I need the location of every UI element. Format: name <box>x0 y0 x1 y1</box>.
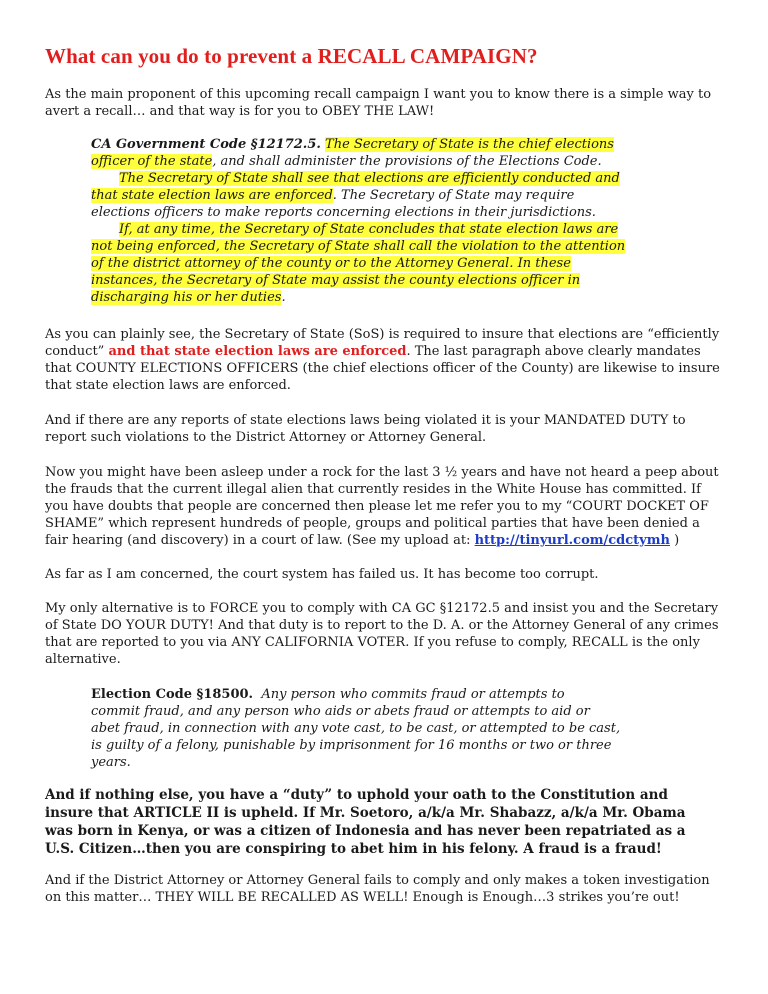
highlight: instances, the Secretary of State may assist the county elections officer in <box>91 273 581 288</box>
final-paragraph: And if the District Attorney or Attorney General fails to comply and only makes a token investigation on this matter… THEY WILL BE RECALLED AS WELL! Enough is Enough…3 strikes you’re out! <box>45 873 710 905</box>
gov-code-label: CA Government Code §12172.5. <box>91 137 321 152</box>
election-code-quote: Election Code §18500. Any person who commits fraud or attempts to commit fraud, and any person who aids or abets fraud or attempts to aid or abet fraud, in connection with any vote cast, to be cast, or attempted to be cast, is guilty of a felony, punishable by imprisonment for 16 months or two or three years. <box>91 687 621 770</box>
highlight: not being enforced, the Secretary of State shall call the violation to the attention <box>91 239 626 254</box>
quote-text: . The Secretary of State may require <box>332 188 575 203</box>
intro-line: avert a recall… and that way is for you to OBEY THE LAW! <box>45 104 435 119</box>
quote-text: , and shall administer the provisions of the Elections Code. <box>212 154 602 169</box>
highlight: that state election laws are enforced <box>91 188 333 203</box>
quote-text: . <box>281 290 286 305</box>
intro-line: As the main proponent of this upcoming recall campaign I want you to know there is a simple way to <box>45 87 712 102</box>
duty-paragraph: And if there are any reports of state elections laws being violated it is your MANDATED DUTY to report such violations to the District Attorney or Attorney General. <box>45 413 686 445</box>
oath-paragraph: And if nothing else, you have a “duty” to uphold your oath to the Constitution and insure that ARTICLE II is upheld. If Mr. Soetoro, a/k/a Mr. Shabazz, a/k/a Mr. Obama was born in Kenya, or was a citizen of Indonesia and has never been repatriated as a U.S. Citizen…then you are conspiring to abet him in his felony. A fraud is a fraud! <box>45 787 686 857</box>
highlight: The Secretary of State is the chief elections <box>325 137 614 152</box>
tinyurl-link[interactable]: http://tinyurl.com/cdctymh <box>474 533 670 548</box>
highlight: If, at any time, the Secretary of State concludes that state election laws are <box>119 222 619 237</box>
page-title: What can you do to prevent a RECALL CAMPAIGN? <box>45 44 538 68</box>
gov-code-quote <box>91 136 636 306</box>
intro-paragraph <box>45 86 725 120</box>
highlight: officer of the state <box>91 154 213 169</box>
highlight: The Secretary of State shall see that elections are efficiently conducted and <box>119 171 620 186</box>
court-paragraph: As far as I am concerned, the court system has failed us. It has become too corrupt. <box>45 567 599 582</box>
quote-text: elections officers to make reports concerning elections in their jurisdictions. <box>91 205 596 220</box>
force-paragraph: My only alternative is to FORCE you to comply with CA GC §12172.5 and insist you and the Secretary of State DO YOUR DUTY! And that duty is to report to the D. A. or the Attorney General of any crimes that are reported to you via ANY CALIFORNIA VOTER. If you refuse to comply, RECALL is the only alternative. <box>45 601 719 667</box>
red-emphasis: and that state election laws are enforced <box>108 344 407 359</box>
rock-paragraph: Now you might have been asleep under a rock for the last 3 ½ years and have not heard a peep about the frauds that the current illegal alien that currently resides in the White House has committed. If you have doubts that people are concerned then please let me refer you to my “COURT DOCKET OF SHAME” which represent hundreds of people, groups and political parties that have been denied a fair hearing (and discovery) in a court of law. (See my upload at: http://tinyurl.com/cdctymh ) <box>45 465 719 548</box>
highlight: discharging his or her duties <box>91 290 282 305</box>
highlight: of the district attorney of the county or to the Attorney General. In these <box>91 256 571 271</box>
election-code-label: Election Code §18500. <box>91 687 254 702</box>
sos-paragraph: As you can plainly see, the Secretary of State (SoS) is required to insure that elections are “efficiently conduct” and that state election laws are enforced. The last paragraph above clearly mandates that COUNTY ELECTIONS OFFICERS (the chief elections officer of the County) are likewise to insure that state election laws are enforced. <box>45 327 720 393</box>
